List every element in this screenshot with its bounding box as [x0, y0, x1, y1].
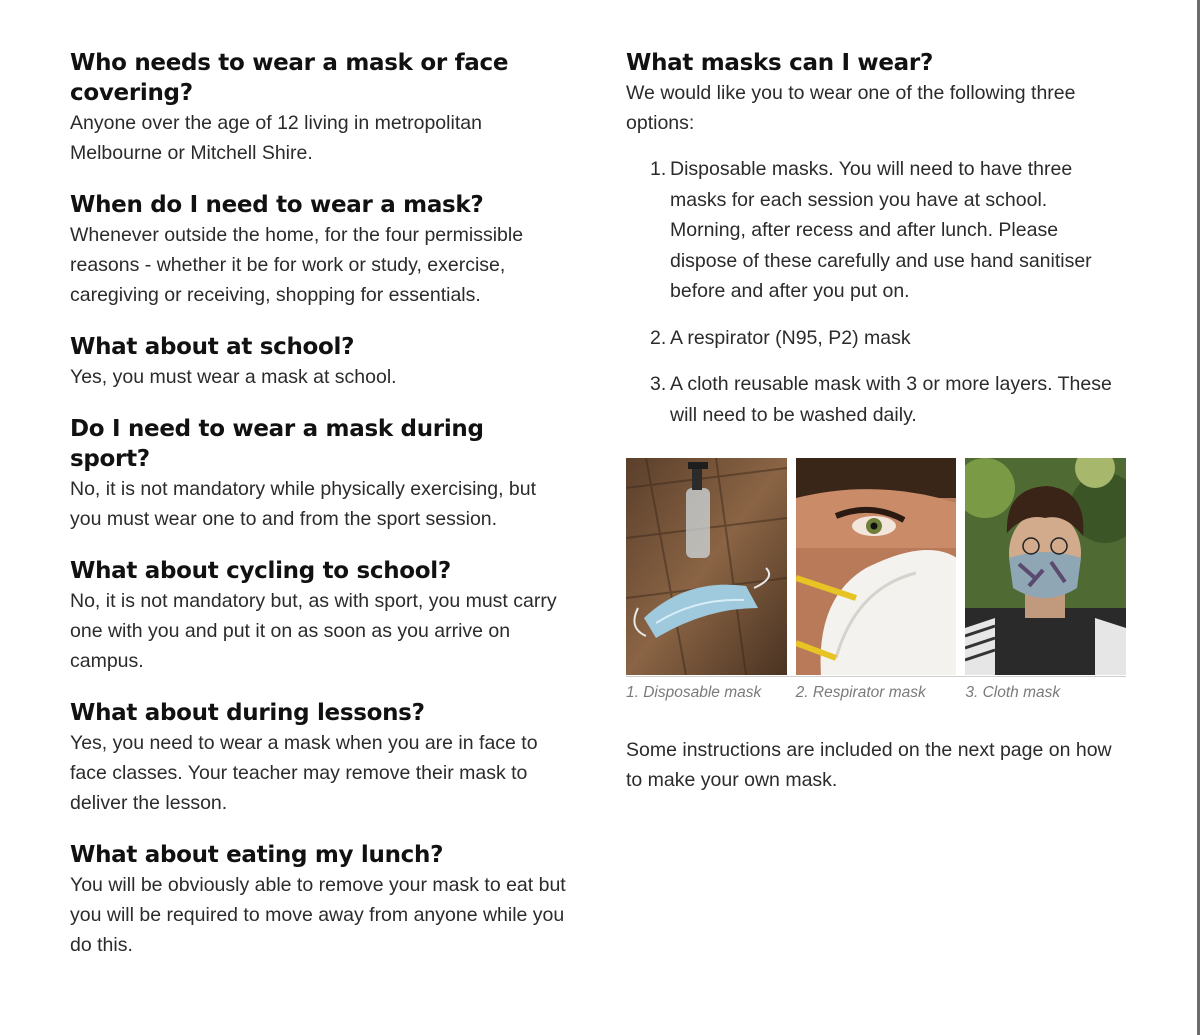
list-item	[650, 154, 1126, 307]
faq-answer: No, it is not mandatory but, as with sport, you must carry one with you and put it on as soon as you arrive on campus.	[70, 590, 557, 672]
section-heading: What masks can I wear?	[626, 50, 933, 76]
photo-caption: 2. Respirator mask	[795, 684, 926, 701]
mask-options-list	[650, 154, 1126, 430]
faq-question: Who needs to wear a mask or face covering?	[70, 50, 509, 106]
instructions-note: Some instructions are included on the next page on how to make your own mask.	[626, 739, 1112, 791]
faq-answer: You will be obviously able to remove your mask to eat but you will be required to move away from anyone while you do this.	[70, 874, 566, 956]
faq-item	[70, 556, 570, 676]
faq-answer: No, it is not mandatory while physically exercising, but you must wear one to and from the sport session.	[70, 478, 537, 530]
faq-answer: Whenever outside the home, for the four permissible reasons - whether it be for work or study, exercise, caregiving or receiving, shopping for essentials.	[70, 224, 524, 306]
disposable-mask-photo	[626, 458, 787, 675]
mask-options-column	[626, 48, 1126, 795]
list-text: A cloth reusable mask with 3 or more layers. These will need to be washed daily.	[670, 373, 1112, 426]
faq-question: What about cycling to school?	[70, 558, 451, 584]
faq-answer: Anyone over the age of 12 living in metropolitan Melbourne or Mitchell Shire.	[70, 112, 482, 164]
faq-item	[70, 48, 570, 168]
faq-question: Do I need to wear a mask during sport?	[70, 416, 484, 472]
list-item	[650, 323, 1126, 354]
list-item	[650, 369, 1126, 430]
faq-question: What about during lessons?	[70, 700, 425, 726]
faq-item	[70, 332, 570, 392]
list-number: 2.	[650, 326, 667, 349]
faq-item	[70, 840, 570, 960]
photo-captions	[626, 676, 1126, 705]
list-text: Disposable masks. You will need to have three masks for each session you have at school. Morning, after recess and after lunch. Please dispose of these carefully and use hand sanitiser before and after you put on.	[670, 158, 1092, 302]
faq-column	[70, 48, 570, 982]
faq-question: What about at school?	[70, 334, 355, 360]
respirator-mask-photo	[796, 458, 957, 675]
faq-answer: Yes, you need to wear a mask when you are in face to face classes. Your teacher may remove their mask to deliver the lesson.	[70, 732, 538, 814]
cloth-mask-photo	[965, 458, 1126, 675]
mask-photos	[626, 458, 1126, 675]
section-intro: We would like you to wear one of the following three options:	[626, 82, 1076, 134]
photo-caption: 1. Disposable mask	[626, 684, 762, 701]
list-number: 3.	[650, 373, 667, 395]
faq-item	[70, 190, 570, 310]
list-text: A respirator (N95, P2) mask	[670, 326, 911, 349]
list-number: 1.	[650, 158, 667, 180]
faq-answer: Yes, you must wear a mask at school.	[70, 366, 397, 388]
photo-caption: 3. Cloth mask	[965, 684, 1061, 701]
faq-item	[70, 698, 570, 818]
faq-question: What about eating my lunch?	[70, 842, 444, 868]
faq-item	[70, 414, 570, 534]
faq-question: When do I need to wear a mask?	[70, 192, 484, 218]
